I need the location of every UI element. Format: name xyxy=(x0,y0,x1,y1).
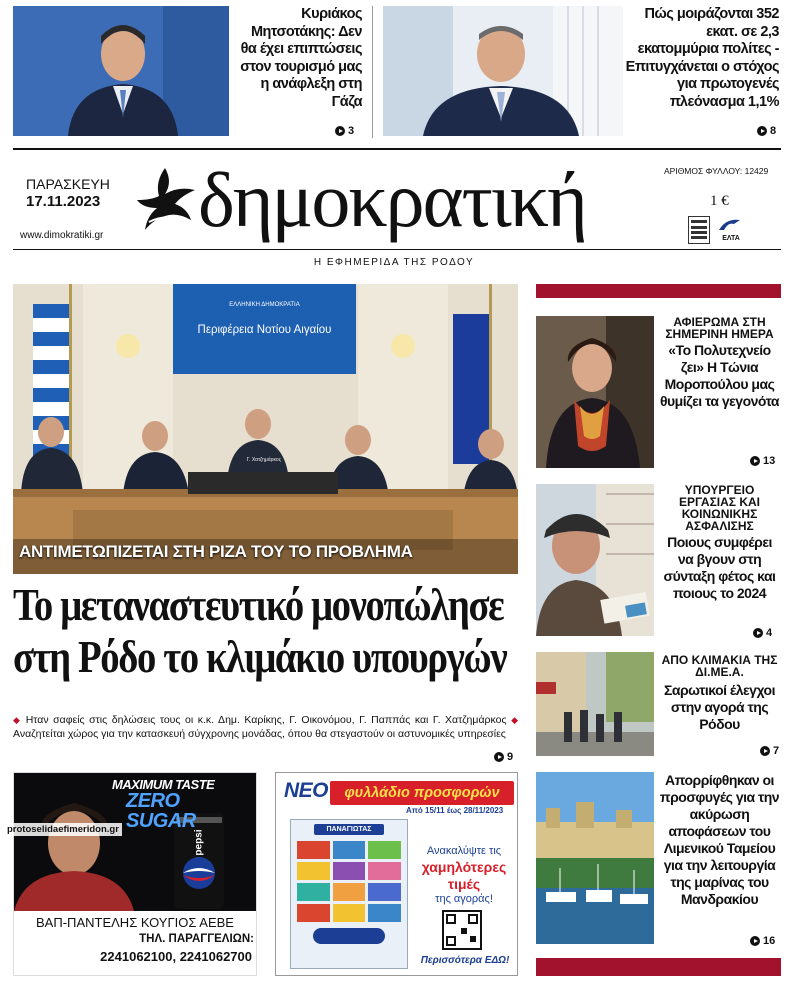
side-photo-3[interactable] xyxy=(536,652,654,756)
dove-logo-icon xyxy=(135,164,205,236)
story-photo-hatzidakis[interactable] xyxy=(383,6,623,136)
side-item-1-body: «Το Πολυτεχνείο ζει» Η Τώνια Μοροπούλου μας θυμίζει τα γεγονότα xyxy=(659,342,780,409)
qr-code-icon[interactable] xyxy=(442,910,482,950)
person-illustration xyxy=(383,6,623,136)
ad-header xyxy=(276,773,518,817)
top-story-1-page-ref[interactable]: 3 xyxy=(335,125,354,137)
ad-neo-label: ΝΕΟ xyxy=(284,779,329,802)
bullet-icon: ◆ xyxy=(511,715,518,725)
arrow-icon xyxy=(750,936,760,946)
side-item-3-title: ΑΠΟ ΚΛΙΜΑΚΙΑ ΤΗΣ ΔΙ.ΜΕ.Α. xyxy=(661,653,778,679)
ad-discover-4: της αγοράς! xyxy=(435,893,493,905)
side-item-4-body: Απορρίφθηκαν οι προσφυγές για την ακύρωση αποφάσεων του Λιμενικού Ταμείου για την λειτουργία της μαρίνας του Μανδρακίου xyxy=(659,772,780,907)
side-photo-2[interactable] xyxy=(536,484,654,636)
bullet-2: Αναζητείται χώρος για την κατασκευή σύγχρονης μονάδας, όπου θα στεγαστούν οι αστυνομικές υπηρεσίες xyxy=(13,727,506,740)
side-item-2-title: ΥΠΟΥΡΓΕΙΟ ΕΡΓΑΣΙΑΣ ΚΑΙ ΚΟΙΝΩΝΙΚΗΣ ΑΣΦΑΛΙΣΗΣ xyxy=(679,483,760,533)
side-item-1-title: ΑΦΙΕΡΩΜΑ ΣΤΗ ΣΗΜΕΡΙΝΗ ΗΜΕΡΑ xyxy=(665,315,774,341)
person-illustration xyxy=(13,6,229,136)
side-item-3-body: Σαρωτικοί έλεγχοι στην αγορά της Ρόδου xyxy=(664,682,775,732)
masthead xyxy=(0,150,787,262)
main-bullets xyxy=(13,714,518,741)
screen-title: Περιφέρεια Νοτίου Αιγαίου xyxy=(197,324,332,336)
issue-number: ΑΡΙΘΜΟΣ ΦΥΛΛΟΥ: 12429 xyxy=(664,166,769,176)
top-story-1-headline[interactable]: Κυριάκος Μητσοτάκης: Δεν θα έχει επιπτώσεις στον τουρισμό μας η ανάφλεξη στη Γάζα xyxy=(240,6,362,110)
arrow-icon xyxy=(753,628,763,638)
side-item-2-text[interactable] xyxy=(658,484,781,602)
side-item-3-text[interactable] xyxy=(658,654,781,733)
side-item-3-page-ref[interactable]: 7 xyxy=(760,745,779,757)
ad-discover-2: χαμηλότερες xyxy=(421,859,507,875)
arrow-icon xyxy=(757,126,767,136)
ad-flyer-mock xyxy=(290,819,408,969)
ad-discover-3: τιμές xyxy=(447,876,481,892)
arrow-icon xyxy=(750,456,760,466)
side-item-1-page-ref[interactable]: 13 xyxy=(750,455,775,467)
mandraki-harbour-illustration xyxy=(536,772,654,944)
main-headline-line-2: στη Ρόδο το κλιμάκιο υπουργών xyxy=(13,632,507,682)
masthead-date: 17.11.2023 xyxy=(26,193,101,210)
watermark: protoselidaefimeridon.gr xyxy=(4,823,122,836)
ad-slogan-2: ZERO xyxy=(126,790,180,812)
main-page-ref[interactable]: 9 xyxy=(494,751,513,763)
ad-flyer-mock-brand: ΠΑΝΑΓΙΩΤΑΣ xyxy=(314,824,384,835)
masthead-day: ΠΑΡΑΣΚΕΥΗ xyxy=(26,176,110,192)
ad-flyer-label: φυλλάδιο προσφορών xyxy=(344,785,500,801)
side-item-1-text[interactable] xyxy=(658,316,781,410)
story-photo-mitsotakis[interactable] xyxy=(13,6,229,136)
side-photo-4[interactable] xyxy=(536,772,654,944)
masthead-title: δημοκρατική xyxy=(198,156,586,243)
top-story-2-page-ref[interactable]: 8 xyxy=(757,125,776,137)
elderly-man-illustration xyxy=(536,484,654,636)
ad-slogan-1: MAXIMUM TASTE xyxy=(112,777,215,792)
masthead-website[interactable]: www.dimokratiki.gr xyxy=(20,230,104,241)
bullet-1: Ηταν σαφείς στις δηλώσεις τους οι κ.κ. Δημ. Καρίκης, Γ. Οικονόμου, Γ. Παππάς και Γ. Χατζημάρκος xyxy=(25,714,507,726)
woman-portrait-illustration xyxy=(536,316,654,468)
ad-can-brand: pepsi xyxy=(193,829,205,856)
ad-pepsi-phones: 2241062100, 2241062700 xyxy=(100,949,252,964)
ad-pepsi-visual xyxy=(14,773,256,911)
ad-flyer-band xyxy=(330,781,514,805)
main-headline-line-1: Το μεταναστευτικό μονοπώλησε xyxy=(13,580,504,630)
side-photo-1[interactable] xyxy=(536,316,654,468)
main-photo[interactable] xyxy=(13,284,518,574)
masthead-subtitle-rule xyxy=(13,249,781,250)
nameplate: Γ. Χατζημάρκος xyxy=(246,457,282,463)
side-item-2-body: Ποιους συμφέρει να βγουν στη σύνταξη φέτος και ποιους το 2024 xyxy=(663,534,776,601)
main-headline[interactable] xyxy=(13,579,523,683)
main-kicker: ΑΝΤΙΜΕΤΩΠΙΖΕΤΑΙ ΣΤΗ ΡΙΖΑ ΤΟΥ ΤΟ ΠΡΟΒΛΗΜΑ xyxy=(19,542,413,561)
side-item-4-page-ref[interactable]: 16 xyxy=(750,935,775,947)
ad-panagiotas[interactable] xyxy=(275,772,518,976)
top-strip xyxy=(0,0,787,148)
postage-box xyxy=(688,216,710,244)
arrow-icon xyxy=(494,752,504,762)
ad-slogan-3: SUGAR xyxy=(126,810,196,832)
ad-dates: Από 15/11 έως 28/11/2023 xyxy=(406,806,504,815)
elta-logo-icon: ΕΛΤΑ xyxy=(716,218,746,240)
masthead-subtitle-text: Η ΕΦΗΜΕΡΙΔΑ ΤΗΣ ΡΟΔΟΥ xyxy=(313,257,475,268)
sidebar-top-bar xyxy=(536,284,781,298)
ad-discover-1: Ανακαλύψτε τις xyxy=(426,845,502,857)
arrow-icon xyxy=(760,746,770,756)
market-street-illustration xyxy=(536,652,654,756)
side-item-4-text[interactable] xyxy=(658,772,781,908)
sidebar-bottom-bar xyxy=(536,958,781,976)
side-item-2-page-ref[interactable]: 4 xyxy=(753,627,772,639)
screen-subtitle: ΕΛΛΗΝΙΚΗ ΔΗΜΟΚΡΑΤΙΑ xyxy=(229,302,300,308)
bullet-icon: ◆ xyxy=(13,715,26,725)
column-divider xyxy=(372,6,373,138)
arrow-icon xyxy=(335,126,345,136)
ad-pepsi[interactable] xyxy=(13,772,257,976)
price: 1 € xyxy=(710,193,729,209)
ad-more-label[interactable]: Περισσότερα ΕΔΩ! xyxy=(420,955,510,966)
ad-pepsi-company: ΒΑΠ-ΠΑΝΤΕΛΗΣ ΚΟΥΓΙΟΣ ΑΕΒΕ xyxy=(36,915,234,930)
top-story-2-headline[interactable]: Πώς μοιράζονται 352 εκατ. σε 2,3 εκατομμύρια πολίτες - Επιτυγχάνεται ο στόχος για πρωτογενές πλεόνασμα 1,1% xyxy=(625,6,779,110)
ad-pepsi-orders-label: ΤΗΛ. ΠΑΡΑΓΓΕΛΙΩΝ: xyxy=(139,933,254,945)
